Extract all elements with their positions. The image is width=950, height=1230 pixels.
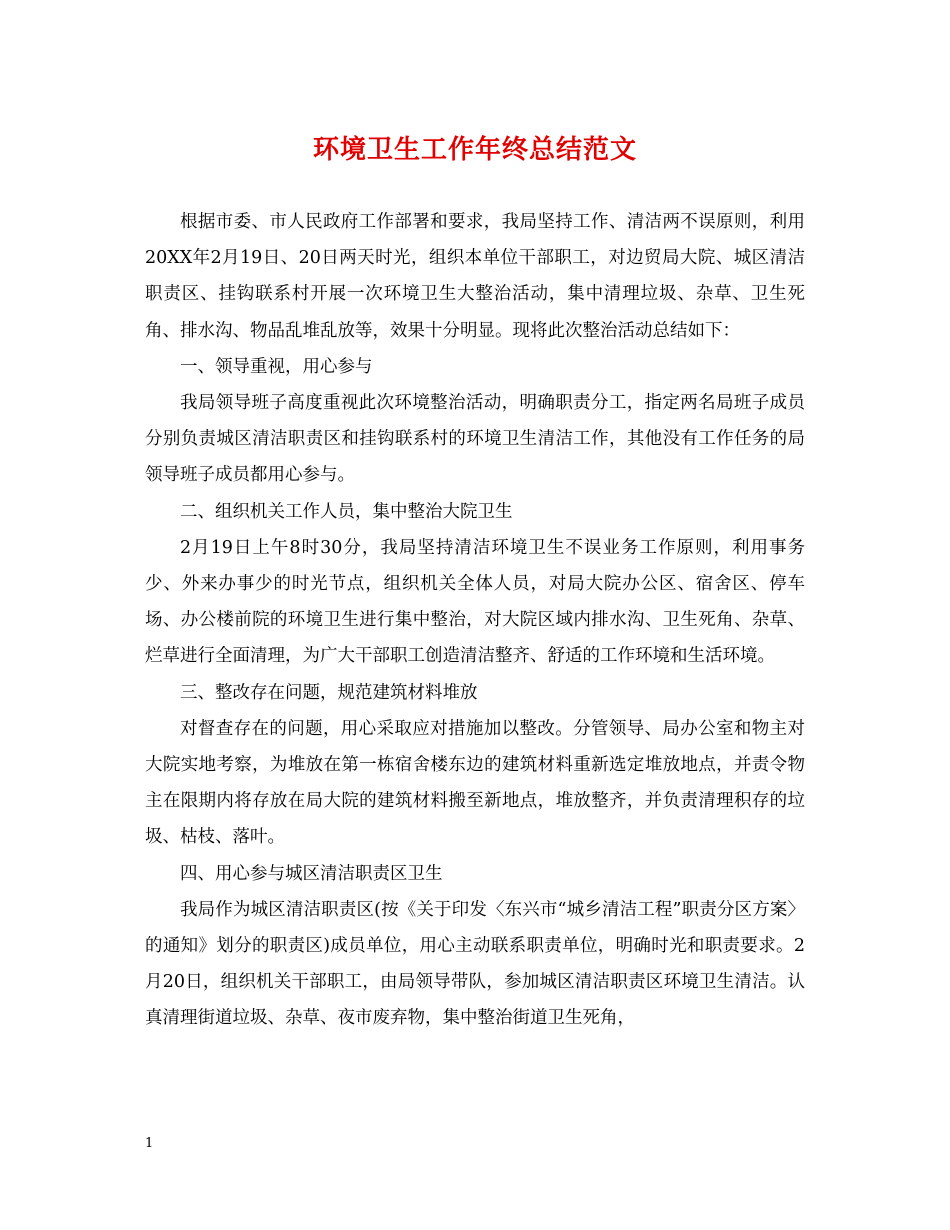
page-number: 1 xyxy=(145,1136,154,1151)
paragraph-section-2: 2月19日上午8时30分，我局坚持清洁环境卫生不误业务工作原则，利用事务少、外来办事少的时光节点，组织机关全体人员，对局大院办公区、宿舍区、停车场、办公楼前院的环境卫生进行集中整治，对大院区域内排水沟、卫生死角、杂草、烂草进行全面清理，为广大干部职工创造清洁整齐、舒适的工作环境和生活环境。 xyxy=(145,537,805,667)
section-heading-1: 一、领导重视，用心参与 xyxy=(180,356,373,377)
paragraph-section-1: 我局领导班子高度重视此次环境整治活动，明确职责分工，指定两名局班子成员分别负责城区清洁职责区和挂钩联系村的环境卫生清洁工作，其他没有工作任务的局领导班子成员都用心参与。 xyxy=(145,393,805,486)
section-heading-2: 二、组织机关工作人员，集中整治大院卫生 xyxy=(180,501,513,522)
paragraph-intro: 根据市委、市人民政府工作部署和要求，我局坚持工作、清洁两不误原则，利用20XX年2月19日、20日两天时光，组织本单位干部职工，对边贸局大院、城区清洁职责区、挂钩联系村开展一次环境卫生大整治活动，集中清理垃圾、杂草、卫生死角、排水沟、物品乱堆乱放等，效果十分明显。现将此次整治活动总结如下： xyxy=(145,212,805,341)
document-title: 环境卫生工作年终总结范文 xyxy=(312,135,637,165)
section-heading-3: 三、整改存在问题，规范建筑材料堆放 xyxy=(180,682,478,703)
paragraph-section-3: 对督查存在的问题，用心采取应对措施加以整改。分管领导、局办公室和物主对大院实地考察，为堆放在第一栋宿舍楼东边的建筑材料重新选定堆放地点，并责令物主在限期内将存放在局大院的建筑材料搬至新地点，堆放整齐，并负责清理积存的垃圾、枯枝、落叶。 xyxy=(145,718,805,848)
paragraph-section-4: 我局作为城区清洁职责区(按《关于印发〈东兴市“城乡清洁工程”职责分区方案〉的通知》划分的职责区)成员单位，用心主动联系职责单位，明确时光和职责要求。2月20日，组织机关干部职工，由局领导带队，参加城区清洁职责区环境卫生清洁。认真清理街道垃圾、杂草、夜市废弃物，集中整治街道卫生死角， xyxy=(145,899,805,1029)
document-body xyxy=(145,204,805,1037)
section-heading-4: 四、用心参与城区清洁职责区卫生 xyxy=(180,863,443,884)
